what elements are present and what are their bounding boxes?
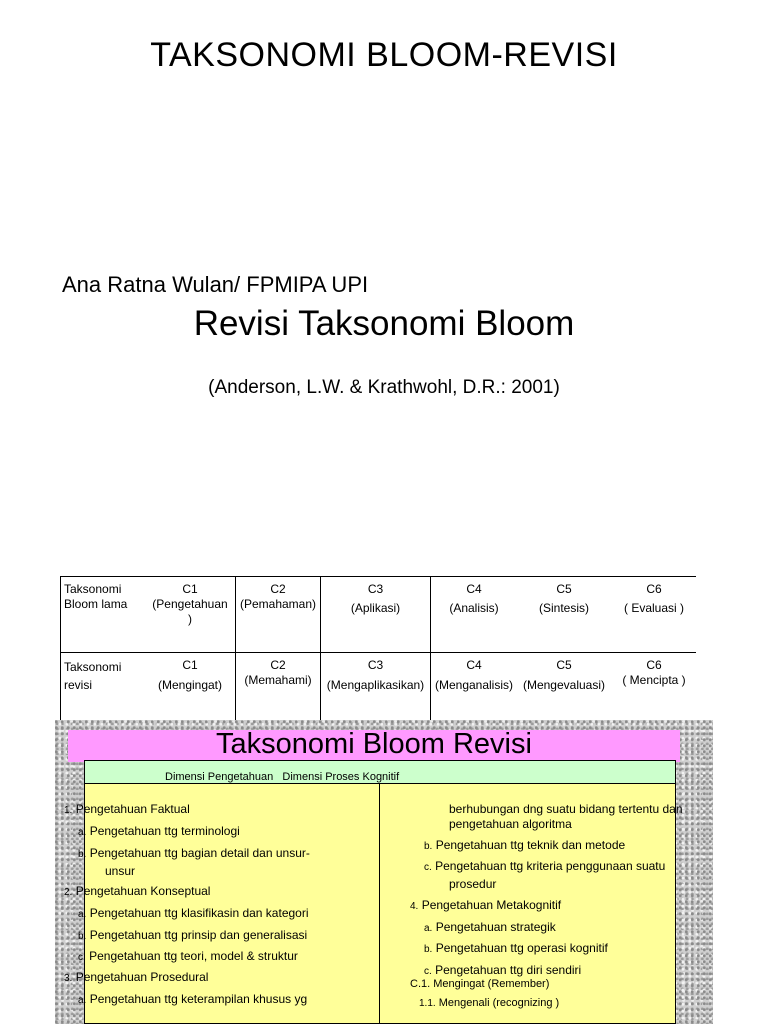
table-cell-c1: C1 (Pengetahuan )	[152, 582, 228, 626]
author-line: Ana Ratna Wulan/ FPMIPA UPI	[62, 272, 369, 297]
page-title: TAKSONOMI BLOOM-REVISI	[150, 36, 618, 74]
list-item: c. Pengetahuan ttg diri sendiri	[424, 963, 582, 977]
table-border-left	[60, 576, 61, 726]
table-row-header: Taksonomi revisi	[64, 660, 122, 692]
table-cell-c5: C5 (Mengevaluasi)	[522, 658, 606, 692]
list-item: berhubungan dng suatu bidang tertentu dan	[449, 802, 683, 816]
table-row-header: Taksonomi Bloom lama	[64, 582, 128, 611]
list-item: 1.1. Mengenali (recognizing )	[419, 997, 560, 1009]
list-item: a. Pengetahuan ttg terminologi	[78, 824, 240, 838]
table-cell-c6: C6 ( Evaluasi )	[623, 582, 685, 615]
panel-title: Taksonomi Bloom Revisi	[216, 728, 532, 760]
list-item: a. Pengetahuan strategik	[424, 920, 556, 934]
list-item: b. Pengetahuan ttg prinsip dan generalisasi	[78, 928, 308, 942]
list-item: b. Pengetahuan ttg teknik dan metode	[424, 838, 626, 852]
list-item: pengetahuan algoritma	[449, 817, 572, 831]
slide-subtitle: Revisi Taksonomi Bloom	[193, 304, 575, 343]
table-cell-c4: C4 (Menganalisis)	[434, 658, 514, 692]
table-cell-c2: C2 (Memahami)	[244, 658, 312, 687]
table-cell-c5: C5 (Sintesis)	[538, 582, 589, 615]
table-row-divider	[60, 652, 696, 653]
content-box	[84, 783, 676, 1024]
list-item: 3. Pengetahuan Prosedural	[64, 970, 209, 984]
table-cell-c2: C2 (Pemahaman)	[239, 582, 317, 611]
table-cell-c1: C1 (Mengingat)	[157, 658, 223, 692]
table-cell-c3: C3 (Mengaplikasikan)	[326, 658, 425, 692]
table-cell-c3: C3 (Aplikasi)	[350, 582, 401, 615]
list-item: a. Pengetahuan ttg klasifikasin dan kategori	[78, 906, 309, 920]
list-item: 2. Pengetahuan Konseptual	[64, 884, 211, 898]
list-item: c. Pengetahuan ttg kriteria penggunaan suatu	[424, 859, 666, 873]
list-item: prosedur	[449, 877, 497, 891]
dimension-header-text: Dimensi Pengetahuan Dimensi Proses Kognitif	[165, 771, 400, 783]
list-item: a. Pengetahuan ttg keterampilan khusus yg	[78, 992, 308, 1006]
list-item: b. Pengetahuan ttg bagian detail dan unsur-	[78, 846, 310, 860]
list-item: C.1. Mengingat (Remember)	[410, 978, 550, 990]
list-item: c. Pengetahuan ttg teori, model & struktur	[78, 949, 298, 963]
table-cell-c4: C4 (Analisis)	[449, 582, 499, 615]
citation: (Anderson, L.W. & Krathwohl, D.R.: 2001)	[208, 377, 560, 398]
list-item: 4. Pengetahuan Metakognitif	[410, 898, 562, 912]
list-item: b. Pengetahuan ttg operasi kognitif	[424, 941, 608, 955]
list-item: 1. Pengetahuan Faktual	[64, 802, 190, 816]
column-divider	[379, 783, 380, 1024]
list-item: unsur	[105, 864, 136, 878]
table-border-top	[60, 576, 696, 577]
table-cell-c6: C6 ( Mencipta )	[622, 658, 686, 687]
comparison-table	[60, 576, 696, 726]
